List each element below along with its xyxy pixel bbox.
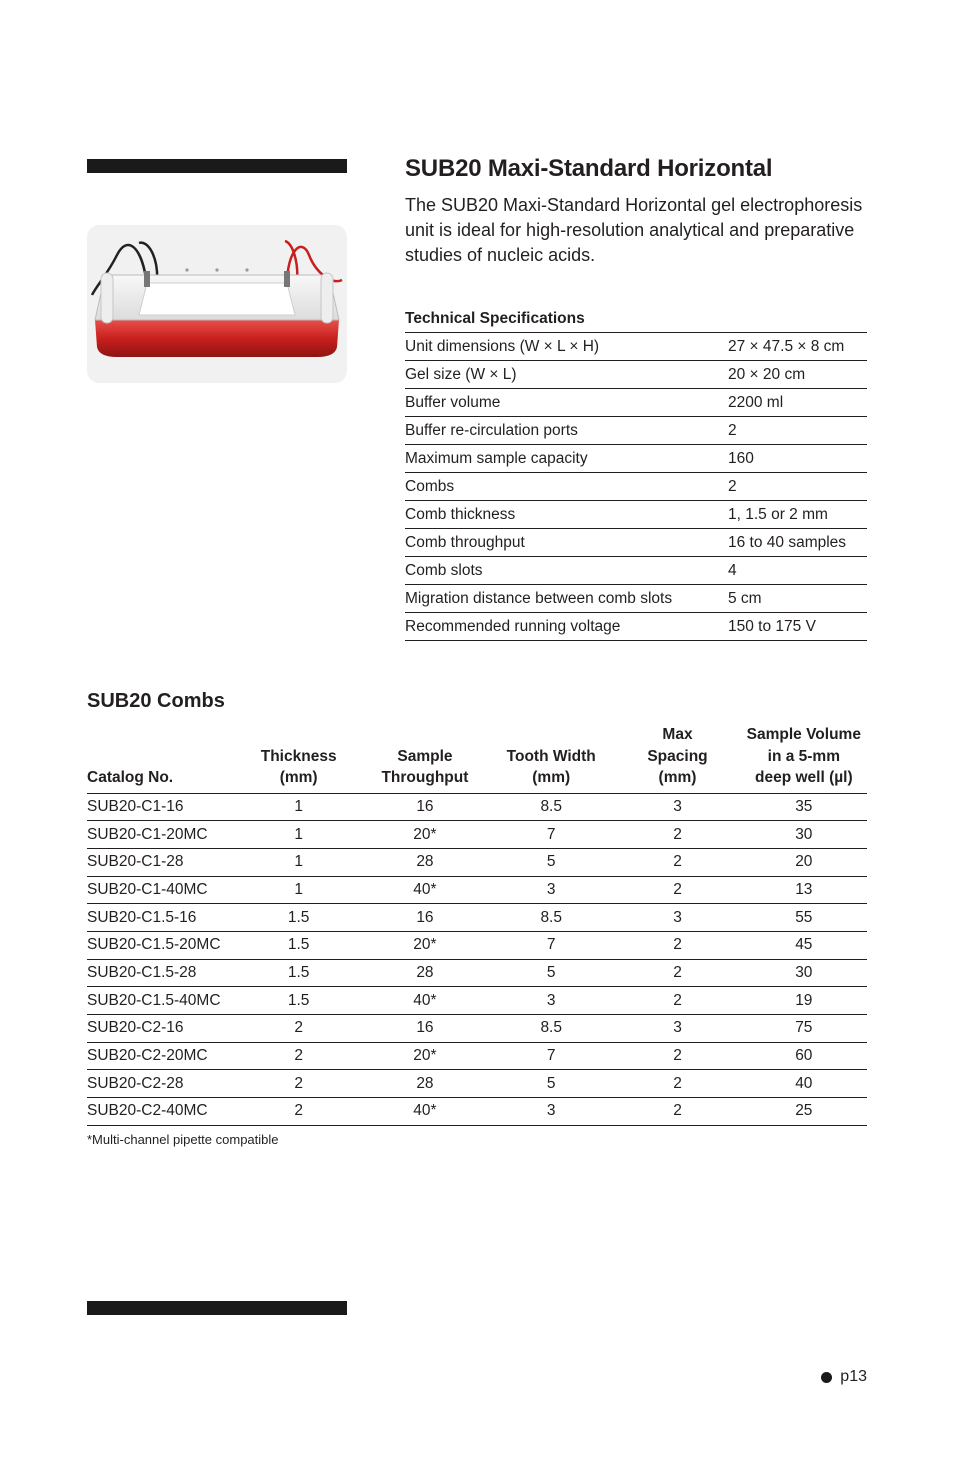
combs-heading: SUB20 Combs (87, 690, 225, 712)
spec-label: Buffer re-circulation ports (405, 422, 578, 439)
spec-row (405, 529, 867, 557)
table-cell: 40* (362, 987, 488, 1015)
catalog-number-cell: SUB20-C1-20MC (87, 821, 236, 849)
spec-value: 2 (728, 478, 737, 495)
spec-row (405, 333, 867, 361)
table-cell: 13 (741, 876, 867, 904)
catalog-number-cell: SUB20-C1-40MC (87, 876, 236, 904)
spec-row (405, 473, 867, 501)
table-row (87, 793, 867, 821)
table-cell: 20* (362, 1042, 488, 1070)
table-cell: 1.5 (236, 931, 362, 959)
spec-label: Comb throughput (405, 534, 525, 551)
combs-column-header (488, 724, 614, 793)
catalog-number-cell: SUB20-C1.5-16 (87, 904, 236, 932)
table-cell: 35 (741, 793, 867, 821)
spec-value: 2200 ml (728, 394, 784, 411)
table-cell: 2 (614, 1098, 740, 1126)
spec-value: 150 to 175 V (728, 618, 816, 635)
catalog-number-cell: SUB20-C2-28 (87, 1070, 236, 1098)
table-cell: 3 (614, 904, 740, 932)
table-row (87, 904, 867, 932)
table-cell: 2 (236, 1098, 362, 1126)
table-cell: 5 (488, 959, 614, 987)
table-cell: 19 (741, 987, 867, 1015)
table-cell: 28 (362, 848, 488, 876)
table-row (87, 821, 867, 849)
spec-label: Unit dimensions (W × L × H) (405, 338, 600, 355)
table-row (87, 959, 867, 987)
table-cell: 40* (362, 1098, 488, 1126)
spec-value: 20 × 20 cm (728, 366, 806, 383)
spec-row (405, 445, 867, 473)
spec-value: 27 × 47.5 × 8 cm (728, 338, 845, 355)
catalog-number-cell: SUB20-C1.5-20MC (87, 931, 236, 959)
spec-label: Recommended running voltage (405, 618, 621, 635)
table-cell: 8.5 (488, 904, 614, 932)
catalog-number-cell: SUB20-C1-28 (87, 848, 236, 876)
spec-label: Gel size (W × L) (405, 366, 517, 383)
table-cell: 1 (236, 793, 362, 821)
table-cell: 20* (362, 931, 488, 959)
catalog-number-cell: SUB20-C2-16 (87, 1015, 236, 1043)
table-cell: 60 (741, 1042, 867, 1070)
table-cell: 8.5 (488, 793, 614, 821)
header-line: (mm) (532, 769, 571, 786)
page-number (821, 1368, 867, 1386)
table-cell: 2 (614, 931, 740, 959)
table-cell: 7 (488, 931, 614, 959)
header-line: in a 5-mm (767, 747, 840, 765)
catalog-number-cell: SUB20-C2-40MC (87, 1098, 236, 1126)
table-row (87, 1042, 867, 1070)
table-row (87, 1015, 867, 1043)
spec-label: Comb slots (405, 562, 483, 579)
catalog-number-cell: SUB20-C2-20MC (87, 1042, 236, 1070)
table-cell: 2 (236, 1015, 362, 1043)
table-cell: 16 (362, 1015, 488, 1043)
table-cell: 1.5 (236, 959, 362, 987)
table-cell: 2 (614, 1070, 740, 1098)
header-line: Tooth Width (506, 747, 596, 765)
header-line: (mm) (279, 769, 318, 786)
spec-value: 160 (728, 450, 754, 467)
header-line (488, 724, 614, 746)
header-line (236, 724, 362, 746)
catalog-number-cell: SUB20-C1.5-40MC (87, 987, 236, 1015)
spec-value: 2 (728, 422, 737, 439)
header-line: deep well (µl) (755, 769, 853, 786)
gel-electrophoresis-unit-photo (87, 225, 347, 383)
header-line: Catalog No. (87, 769, 174, 786)
table-cell: 1.5 (236, 904, 362, 932)
table-cell: 40* (362, 876, 488, 904)
table-cell: 3 (488, 987, 614, 1015)
spec-value: 1, 1.5 or 2 mm (728, 506, 828, 523)
spec-row (405, 361, 867, 389)
header-line: Sample Volume (746, 726, 861, 743)
combs-column-header (87, 724, 236, 793)
table-row (87, 1070, 867, 1098)
header-line: Sample (397, 747, 453, 765)
header-line: Throughput (381, 769, 469, 786)
page-title: SUB20 Maxi-Standard Horizontal (405, 155, 773, 182)
top-decorative-bar (87, 159, 347, 173)
combs-column-header (236, 724, 362, 793)
table-row (87, 876, 867, 904)
header-line: Spacing (647, 747, 708, 765)
header-line: (mm) (658, 769, 697, 786)
spec-row (405, 501, 867, 529)
table-cell: 2 (614, 876, 740, 904)
table-cell: 1.5 (236, 987, 362, 1015)
table-cell: 16 (362, 904, 488, 932)
spec-label: Maximum sample capacity (405, 450, 588, 467)
table-row (87, 931, 867, 959)
spec-value: 5 cm (728, 590, 762, 607)
table-cell: 40 (741, 1070, 867, 1098)
combs-column-header (362, 724, 488, 793)
page-number-label: p13 (840, 1368, 867, 1385)
header-line (362, 724, 488, 746)
table-cell: 8.5 (488, 1015, 614, 1043)
table-cell: 3 (614, 1015, 740, 1043)
table-cell: 3 (488, 876, 614, 904)
spec-label: Comb thickness (405, 506, 516, 523)
spec-label: Combs (405, 478, 455, 495)
table-cell: 20 (741, 848, 867, 876)
spec-row (405, 417, 867, 445)
table-cell: 1 (236, 848, 362, 876)
table-cell: 25 (741, 1098, 867, 1126)
intro-paragraph: The SUB20 Maxi-Standard Horizontal gel electrophoresis unit is ideal for high-resolution analytical and preparative studies of nucleic acids. (405, 195, 863, 265)
combs-column-header (614, 724, 740, 793)
table-cell: 30 (741, 821, 867, 849)
table-cell: 45 (741, 931, 867, 959)
combs-table (87, 724, 867, 1126)
table-row (87, 1098, 867, 1126)
spec-heading: Technical Specifications (405, 308, 867, 333)
table-cell: 3 (614, 793, 740, 821)
header-line: Max (662, 726, 693, 743)
table-cell: 7 (488, 1042, 614, 1070)
spec-row (405, 613, 867, 641)
bullet-icon (821, 1372, 832, 1383)
header-line: Thickness (260, 747, 337, 765)
spec-row (405, 557, 867, 585)
spec-value: 4 (728, 562, 737, 579)
table-cell: 20* (362, 821, 488, 849)
header-line (87, 746, 236, 768)
spec-row (405, 585, 867, 613)
header-line (87, 724, 236, 746)
table-cell: 75 (741, 1015, 867, 1043)
technical-specifications-table (405, 308, 867, 641)
table-cell: 1 (236, 821, 362, 849)
table-cell: 16 (362, 793, 488, 821)
catalog-number-cell: SUB20-C1.5-28 (87, 959, 236, 987)
table-cell: 2 (236, 1070, 362, 1098)
table-row (87, 987, 867, 1015)
catalog-number-cell: SUB20-C1-16 (87, 793, 236, 821)
table-cell: 28 (362, 959, 488, 987)
table-cell: 5 (488, 848, 614, 876)
table-row (87, 848, 867, 876)
combs-footnote: *Multi-channel pipette compatible (87, 1132, 279, 1147)
table-cell: 2 (614, 959, 740, 987)
table-cell: 2 (614, 821, 740, 849)
table-cell: 30 (741, 959, 867, 987)
table-cell: 2 (614, 987, 740, 1015)
bottom-decorative-bar (87, 1301, 347, 1315)
table-cell: 5 (488, 1070, 614, 1098)
table-cell: 1 (236, 876, 362, 904)
spec-label: Buffer volume (405, 394, 501, 411)
table-cell: 2 (614, 848, 740, 876)
combs-column-header (741, 724, 867, 793)
table-cell: 55 (741, 904, 867, 932)
table-cell: 2 (614, 1042, 740, 1070)
spec-row (405, 389, 867, 417)
table-cell: 3 (488, 1098, 614, 1126)
table-cell: 7 (488, 821, 614, 849)
spec-label: Migration distance between comb slots (405, 590, 673, 607)
table-cell: 28 (362, 1070, 488, 1098)
table-cell: 2 (236, 1042, 362, 1070)
spec-value: 16 to 40 samples (728, 534, 847, 551)
